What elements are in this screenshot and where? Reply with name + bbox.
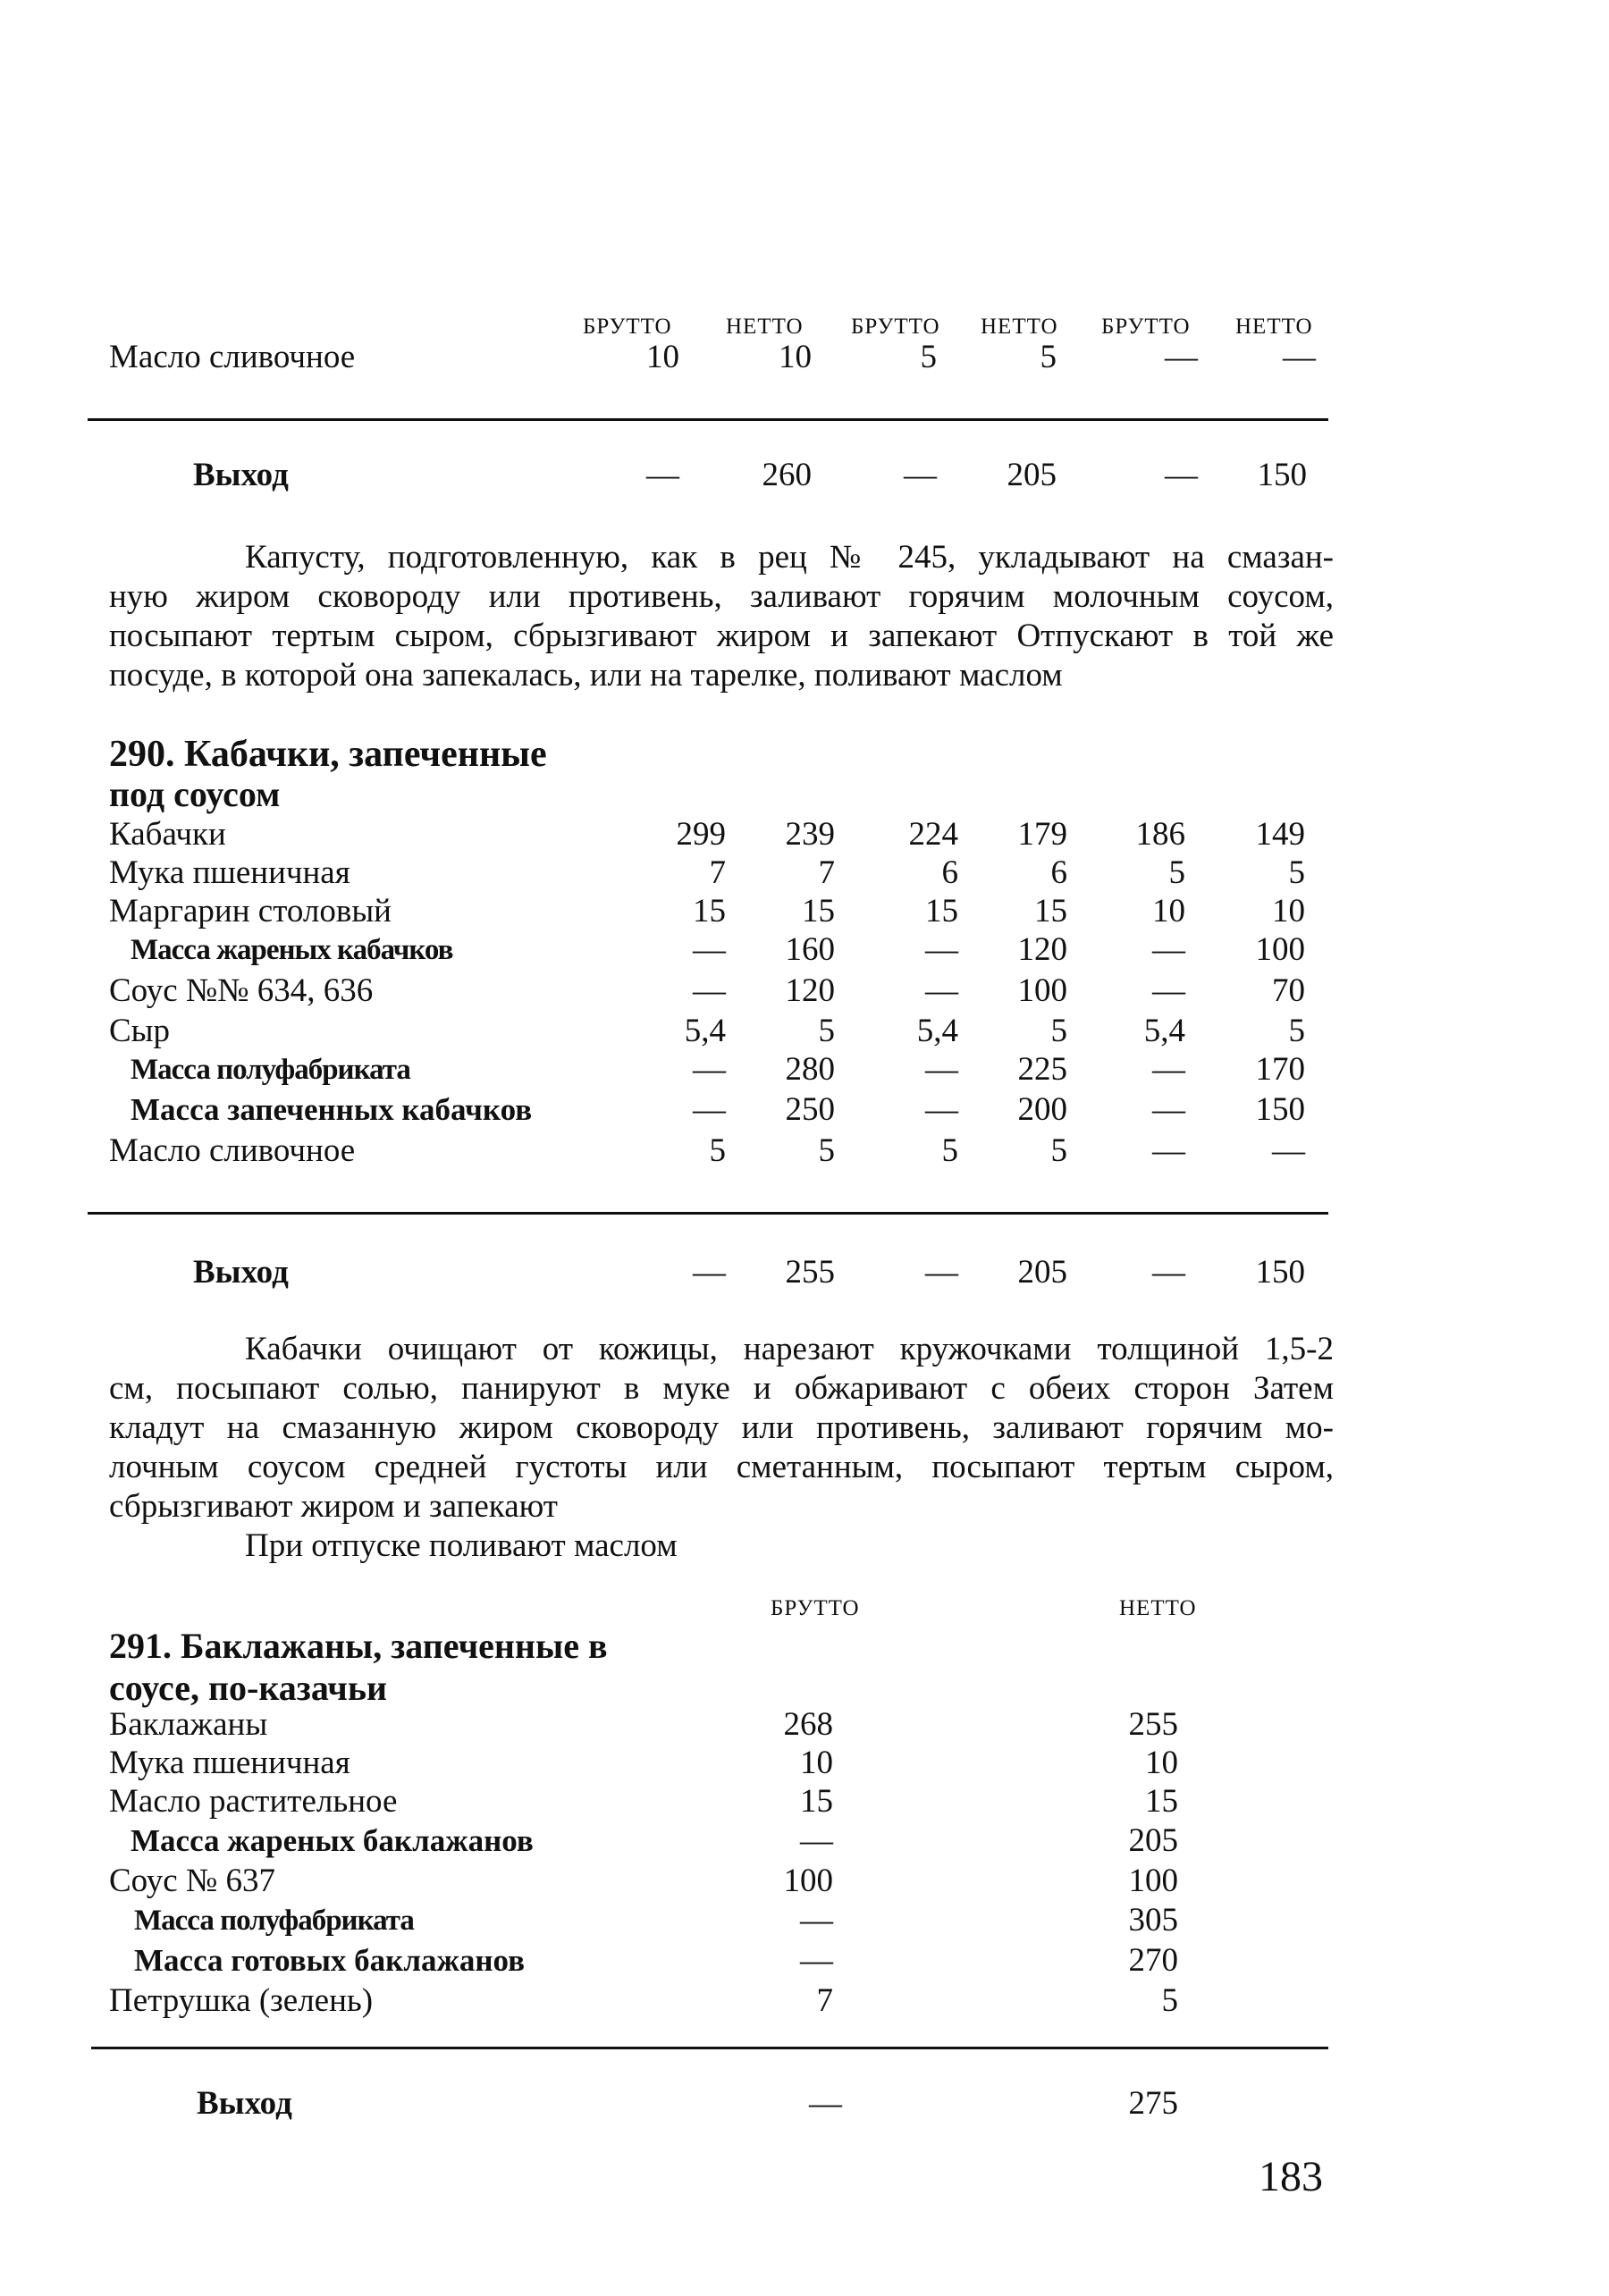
ingredient-name: Мука пшеничная xyxy=(109,1745,350,1781)
recipe-title-continued: под соусом xyxy=(109,774,281,814)
cell: — xyxy=(809,2085,842,2122)
cell: 5 xyxy=(1288,854,1305,891)
ingredient-name: Масло сливочное xyxy=(109,1132,356,1169)
col-header-netto-1: НЕТТО xyxy=(726,315,804,339)
cell: 100 xyxy=(1255,931,1305,968)
cell: — xyxy=(1152,1254,1185,1291)
ingredient-name: Соус №№ 634, 636 xyxy=(109,972,374,1009)
ingredient-name: Масса жареных баклажанов xyxy=(131,1823,534,1858)
cell: 255 xyxy=(785,1254,835,1291)
cell: 170 xyxy=(1255,1051,1305,1088)
cell: 15 xyxy=(1034,893,1067,929)
ingredient-name: Масло растительное xyxy=(109,1783,398,1820)
ingredient-name: Масса запеченных кабачков xyxy=(131,1092,533,1127)
cell: — xyxy=(1152,1132,1185,1169)
cell: 225 xyxy=(1017,1051,1067,1088)
paragraph-line: Кабачки очищают от кожицы, нарезают кружочками толщиной 1,5-2 xyxy=(245,1331,1334,1367)
cell: — xyxy=(1152,1091,1185,1128)
serving-note: При отпуске поливают маслом xyxy=(245,1527,678,1564)
cell: 5,4 xyxy=(1143,1013,1185,1049)
cell: 5 xyxy=(818,1132,835,1169)
cell: — xyxy=(1152,931,1185,968)
col-header-brutto-3: БРУТТО xyxy=(1101,315,1191,339)
cell: 6 xyxy=(941,854,958,891)
cell: 100 xyxy=(1017,972,1067,1009)
col-header-brutto-2: БРУТТО xyxy=(851,315,940,339)
cell: 5 xyxy=(941,1132,958,1169)
cell: 5 xyxy=(1040,339,1057,375)
recipe-title: 290. Кабачки, запеченные xyxy=(109,734,547,775)
cell: 160 xyxy=(785,931,835,968)
paragraph-line: ную жиром сковороду или противень, заливают горячим молочным соусом, xyxy=(109,578,1334,615)
cell: 5 xyxy=(1168,854,1185,891)
cell: 5 xyxy=(709,1132,726,1169)
cell: — xyxy=(1165,339,1198,375)
cell: 5 xyxy=(920,339,937,375)
ingredient-name: Масса полуфабриката xyxy=(131,1054,410,1086)
cell: 120 xyxy=(785,972,835,1009)
ingredient-name: Баклажаны xyxy=(109,1706,268,1743)
cell: 255 xyxy=(1128,1706,1178,1743)
cell: — xyxy=(693,972,726,1009)
cell: — xyxy=(925,972,958,1009)
divider-rule xyxy=(88,1212,1328,1215)
cell: 260 xyxy=(762,457,812,493)
cell: 5 xyxy=(1161,1982,1178,2019)
ingredient-name: Масса полуфабриката xyxy=(134,1905,414,1937)
paragraph-line: лочным соусом средней густоты или сметанным, посыпают тертым сыром, xyxy=(109,1449,1334,1485)
cell: — xyxy=(925,1091,958,1128)
cell: — xyxy=(800,1942,833,1979)
cell: — xyxy=(1272,1132,1305,1169)
cell: 15 xyxy=(800,1783,833,1820)
paragraph-line: сбрызгивают жиром и запекают xyxy=(109,1488,558,1525)
cell: 205 xyxy=(1128,1822,1178,1859)
ingredient-name: Маргарин столовый xyxy=(109,893,392,929)
cell: — xyxy=(800,1902,833,1939)
recipe-title-continued: соусе, по-казачьи xyxy=(109,1668,388,1708)
cell: — xyxy=(800,1822,833,1859)
cell: 5,4 xyxy=(916,1013,958,1049)
cell: 150 xyxy=(1255,1254,1305,1291)
recipe-290-instructions xyxy=(109,1330,1334,1526)
col-header-netto-2: НЕТТО xyxy=(981,315,1058,339)
col-header-brutto: БРУТТО xyxy=(771,1596,860,1620)
cell: 200 xyxy=(1017,1091,1067,1128)
cell: 250 xyxy=(785,1091,835,1128)
cell: — xyxy=(925,1051,958,1088)
yield-label: Выход xyxy=(193,1254,289,1291)
cell: 205 xyxy=(1007,457,1057,493)
cell: 70 xyxy=(1272,972,1305,1009)
ingredient-name: Петрушка (зелень) xyxy=(109,1982,374,2019)
cell: — xyxy=(925,1254,958,1291)
cell: 7 xyxy=(709,854,726,891)
cell: 5 xyxy=(1288,1013,1305,1049)
cell: 10 xyxy=(1145,1745,1178,1781)
cell: — xyxy=(1283,339,1316,375)
page-number: 183 xyxy=(1259,2153,1323,2200)
cell: 268 xyxy=(783,1706,833,1743)
cell: 5,4 xyxy=(684,1013,726,1049)
cell: 120 xyxy=(1017,931,1067,968)
divider-rule xyxy=(88,418,1328,421)
cell: — xyxy=(646,457,679,493)
cell: 239 xyxy=(785,816,835,853)
cell: 179 xyxy=(1017,816,1067,853)
cell: 7 xyxy=(818,854,835,891)
ingredient-name: Кабачки xyxy=(109,816,226,853)
cell: — xyxy=(1152,972,1185,1009)
col-header-netto: НЕТТО xyxy=(1119,1596,1197,1620)
ingredient-name: Масса жареных кабачков xyxy=(131,934,453,966)
col-header-brutto-1: БРУТТО xyxy=(583,315,672,339)
cell: 305 xyxy=(1128,1902,1178,1939)
paragraph-line: кладут на смазанную жиром сковороду или противень, заливают горячим мо- xyxy=(109,1409,1334,1446)
cell: 149 xyxy=(1255,816,1305,853)
ingredient-name: Сыр xyxy=(109,1013,171,1049)
cell: 10 xyxy=(800,1745,833,1781)
cell: 280 xyxy=(785,1051,835,1088)
cell: 150 xyxy=(1257,457,1307,493)
cell: — xyxy=(693,1091,726,1128)
ingredient-name: Мука пшеничная xyxy=(109,854,350,891)
cell: 15 xyxy=(925,893,958,929)
ingredient-name: Масса готовых баклажанов xyxy=(134,1943,526,1978)
paragraph-line: см, посыпают солью, панируют в муке и обжаривают с обеих сторон Затем xyxy=(109,1370,1334,1407)
divider-rule xyxy=(91,2047,1328,2049)
yield-label: Выход xyxy=(197,2085,292,2122)
cell: — xyxy=(1152,1051,1185,1088)
cell: — xyxy=(1165,457,1198,493)
cell: — xyxy=(693,931,726,968)
cell: — xyxy=(925,931,958,968)
paragraph-line: Капусту, подготовленную, как в рец № 245, укладывают на смазан- xyxy=(245,539,1334,576)
cell: 275 xyxy=(1128,2085,1178,2122)
cell: 224 xyxy=(908,816,958,853)
yield-label: Выход xyxy=(193,457,289,493)
cell: 100 xyxy=(783,1863,833,1899)
cell: 5 xyxy=(818,1013,835,1049)
cell: 7 xyxy=(816,1982,833,2019)
cell: 5 xyxy=(1050,1013,1067,1049)
top-instructions-paragraph xyxy=(109,538,1334,695)
cell: 15 xyxy=(1145,1783,1178,1820)
cell: 299 xyxy=(676,816,726,853)
cell: 186 xyxy=(1135,816,1185,853)
cell: 15 xyxy=(802,893,835,929)
col-header-netto-3: НЕТТО xyxy=(1235,315,1313,339)
cell: 205 xyxy=(1017,1254,1067,1291)
cell: 270 xyxy=(1128,1942,1178,1979)
cell: 15 xyxy=(693,893,726,929)
cell: 5 xyxy=(1050,1132,1067,1169)
ingredient-name: Масло сливочное xyxy=(109,339,356,375)
cell: 10 xyxy=(1152,893,1185,929)
cell: 6 xyxy=(1050,854,1067,891)
ingredient-name: Соус № 637 xyxy=(109,1863,275,1899)
cell: 10 xyxy=(1272,893,1305,929)
recipe-title: 291. Баклажаны, запеченные в xyxy=(109,1626,608,1666)
cell: — xyxy=(904,457,937,493)
paragraph-line: посыпают тертым сыром, сбрызгивают жиром и запекают Отпускают в той же xyxy=(109,618,1334,654)
cell: 10 xyxy=(779,339,812,375)
cell: — xyxy=(693,1254,726,1291)
cell: 100 xyxy=(1128,1863,1178,1899)
cell: 10 xyxy=(646,339,679,375)
cell: — xyxy=(693,1051,726,1088)
cell: 150 xyxy=(1255,1091,1305,1128)
paragraph-line: посуде, в которой она запекалась, или на тарелке, поливают маслом xyxy=(109,657,1063,694)
